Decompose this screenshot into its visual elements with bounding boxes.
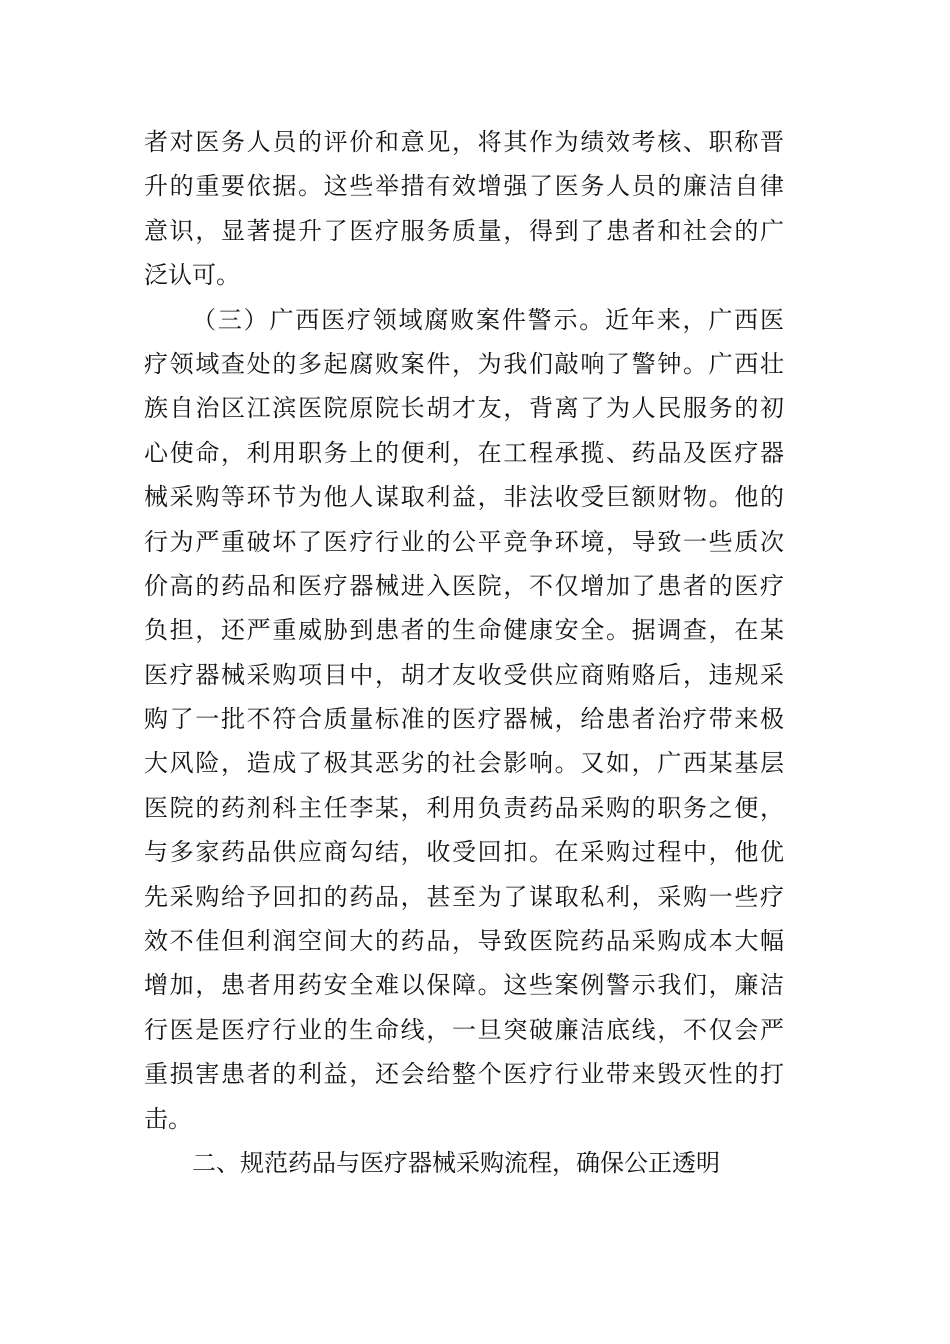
text-line: 心使命，利用职务上的便利，在工程承揽、药品及医疗器	[144, 438, 784, 467]
text-line: 价高的药品和医疗器械进入医院，不仅增加了患者的医疗	[144, 571, 784, 600]
text-line: 泛认可。	[144, 261, 240, 290]
text-line: 族自治区江滨医院原院长胡才友，背离了为人民服务的初	[144, 394, 784, 423]
text-line: 先采购给予回扣的药品，甚至为了谋取私利，采购一些疗	[144, 882, 784, 911]
text-line: 械采购等环节为他人谋取利益，非法收受巨额财物。他的	[144, 483, 784, 512]
section-heading: 二、规范药品与医疗器械采购流程，确保公正透明	[192, 1148, 720, 1177]
paragraph-section-3	[144, 298, 784, 1141]
document-body	[144, 120, 784, 1185]
text-line: 意识，显著提升了医疗服务质量，得到了患者和社会的广	[144, 216, 784, 245]
text-line: 重损害患者的利益，还会给整个医疗行业带来毁灭性的打	[144, 1060, 784, 1089]
text-line: 增加，患者用药安全难以保障。这些案例警示我们，廉洁	[144, 971, 784, 1000]
text-line: 购了一批不符合质量标准的医疗器械，给患者治疗带来极	[144, 705, 784, 734]
text-line: 与多家药品供应商勾结，收受回扣。在采购过程中，他优	[144, 838, 784, 867]
text-line: （三）广西医疗领域腐败案件警示。近年来，广西医	[192, 305, 784, 334]
text-line: 行为严重破坏了医疗行业的公平竞争环境，导致一些质次	[144, 527, 784, 556]
text-line: 升的重要依据。这些举措有效增强了医务人员的廉洁自律	[144, 172, 784, 201]
paragraph-continuation	[144, 120, 784, 298]
text-line: 负担，还严重威胁到患者的生命健康安全。据调查，在某	[144, 616, 784, 645]
text-line: 疗领域查处的多起腐败案件，为我们敲响了警钟。广西壮	[144, 349, 784, 378]
text-line: 者对医务人员的评价和意见，将其作为绩效考核、职称晋	[144, 128, 784, 156]
text-line: 击。	[144, 1104, 192, 1133]
text-line: 效不佳但利润空间大的药品，导致医院药品采购成本大幅	[144, 927, 784, 956]
text-line: 大风险，造成了极其恶劣的社会影响。又如，广西某基层	[144, 749, 784, 778]
text-line: 医院的药剂科主任李某，利用负责药品采购的职务之便，	[144, 793, 784, 822]
text-line: 医疗器械采购项目中，胡才友收受供应商贿赂后，违规采	[144, 660, 784, 689]
text-line: 行医是医疗行业的生命线，一旦突破廉洁底线，不仅会严	[144, 1015, 784, 1044]
